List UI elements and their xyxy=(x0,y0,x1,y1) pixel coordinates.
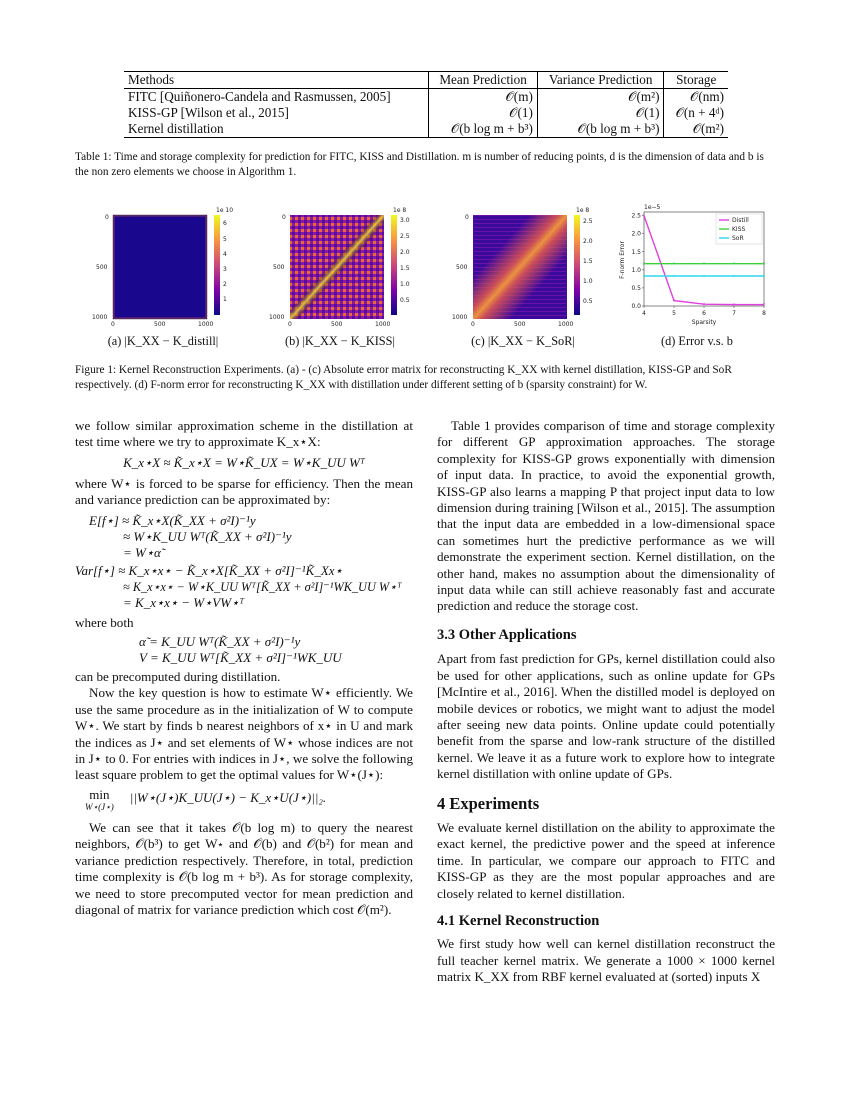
paragraph: where W⋆ is forced to be sparse for efficiency. Then the mean and variance prediction can be approximated by: xyxy=(75,475,413,508)
table-row xyxy=(124,89,728,106)
x-tick: 1000 xyxy=(558,321,574,328)
colorbar-tick: 5 xyxy=(223,236,227,243)
colorbar xyxy=(214,215,220,315)
colorbar-tick: 1.5 xyxy=(400,265,410,272)
colorbar-scale: 1e 8 xyxy=(576,207,590,214)
paragraph: we follow similar approximation scheme in the distillation at test time where we try to approximate K_x⋆X: xyxy=(75,418,413,450)
table-cell: 𝒪(m) xyxy=(429,89,538,106)
y-tick-label: 0.0 xyxy=(631,303,641,310)
colorbar-tick: 2 xyxy=(223,281,227,288)
data-point: × xyxy=(732,273,736,280)
data-point: × xyxy=(762,302,766,309)
colorbar xyxy=(574,215,580,315)
y-tick-label: 0.5 xyxy=(631,284,641,292)
y-axis-label: F-norm Error xyxy=(619,241,626,279)
colorbar-tick: 6 xyxy=(223,220,227,227)
x-tick: 0 xyxy=(111,321,115,328)
paragraph: can be precomputed during distillation. xyxy=(75,669,281,685)
data-point: × xyxy=(702,273,706,280)
colorbar-scale: 1e 8 xyxy=(393,207,407,214)
x-tick-label: 4 xyxy=(642,310,646,317)
colorbar-tick: 3 xyxy=(223,266,227,273)
x-tick-label: 8 xyxy=(762,310,766,317)
paragraph: Apart from fast prediction for GPs, kernel distillation could also be used for other applications, such as online update for GPs [McIntire et al., 2016]. When the distilled model is deployed on mobile devices or robotics, we might want to adjust the model after seeing new data points. Online update could potentially benefit from the sparse and low-rank structure of the distilled kernel. We leave it as a future work to explore how to integrate kernel distillation with online update of GPs. xyxy=(437,651,775,782)
colorbar-tick: 0.5 xyxy=(583,298,593,305)
equation-min xyxy=(85,788,413,814)
equation-line: = W⋆α̃ xyxy=(123,544,161,560)
section-heading: 4 Experiments xyxy=(437,793,540,813)
equation-line: = K_x⋆x⋆ − W⋆VW⋆ᵀ xyxy=(123,594,245,610)
data-point: × xyxy=(642,213,646,220)
data-point: × xyxy=(732,261,736,268)
legend-distill: Distill xyxy=(732,217,749,224)
x-tick: 1000 xyxy=(375,321,391,328)
x-tick: 500 xyxy=(154,321,166,328)
heatmap-c xyxy=(448,205,598,330)
x-tick: 500 xyxy=(514,321,526,328)
y-tick: 1000 xyxy=(269,314,285,321)
table-header: Mean Prediction xyxy=(429,72,538,89)
table-row xyxy=(124,121,728,138)
table-cell: Kernel distillation xyxy=(124,121,429,138)
y-tick-label: 2.0 xyxy=(631,230,641,238)
equation: K_x⋆X ≈ K̃_x⋆X = W⋆K̃_UX = W⋆K_UU Wᵀ xyxy=(123,454,365,470)
heatmap-area xyxy=(113,215,207,319)
colorbar-tick: 1.0 xyxy=(400,281,410,288)
colorbar-tick: 1 xyxy=(223,296,227,303)
x-tick: 0 xyxy=(288,321,292,328)
table-cell: 𝒪(1) xyxy=(537,105,664,121)
equation-line: Var[f⋆] ≈ K_x⋆x⋆ − K̃_x⋆X[K̃_XX + σ²I]⁻¹K̃_Xx⋆ xyxy=(75,562,343,578)
subfigure-label-d: (d) Error v.s. b xyxy=(661,334,733,348)
complexity-table xyxy=(124,71,728,138)
x-axis-label: Sparsity xyxy=(691,319,717,326)
table-cell: 𝒪(m²) xyxy=(537,89,664,106)
table-cell: 𝒪(1) xyxy=(429,105,538,121)
paragraph: We evaluate kernel distillation on the ability to approximate the exact kernel, the predictive power and the speed at inference time. In particular, we compare our approach to FITC and KISS-GP as they are the most popular approaches and are closely related to kernel distillation. xyxy=(437,819,775,901)
colorbar-tick: 2.0 xyxy=(400,249,410,256)
table-caption: Table 1: Time and storage complexity for prediction for FITC, KISS and Distillation. m is number of reducing points, d is the dimension of data and b is the non zero elements we choose in Algorithm 1. xyxy=(75,151,764,178)
equation-line: ≈ W⋆K_UU Wᵀ(K̃_XX + σ²I)⁻¹y xyxy=(123,528,292,544)
table-cell: KISS-GP [Wilson et al., 2015] xyxy=(128,105,289,120)
y-tick: 0 xyxy=(105,214,109,221)
data-point: × xyxy=(672,261,676,268)
subfigure-label-a: (a) |K_XX − K_distill| xyxy=(107,334,219,348)
y-tick: 1000 xyxy=(92,314,108,321)
data-point: × xyxy=(762,261,766,268)
y-tick-label: 1.5 xyxy=(631,248,641,256)
paragraph: where both xyxy=(75,614,134,630)
x-tick-label: 5 xyxy=(672,310,676,317)
colorbar-tick: 1.5 xyxy=(583,258,593,265)
subfigure-label-b: (b) |K_XX − K_KISS| xyxy=(285,334,395,348)
table-cell: 𝒪(m²) xyxy=(664,121,728,138)
data-point: × xyxy=(672,298,676,305)
table-cell: 𝒪(nm) xyxy=(664,89,728,106)
y-tick: 0 xyxy=(465,214,469,221)
section-heading: 3.3 Other Applications xyxy=(437,626,577,643)
y-tick: 0 xyxy=(282,214,286,221)
x-tick: 0 xyxy=(471,321,475,328)
data-point: × xyxy=(642,261,646,268)
equation-both xyxy=(139,634,413,666)
paragraph: We first study how well can kernel distillation reconstruct the full teacher kernel matrix. We generate a 1000 × 1000 kernel matrix K_XX from RBF kernel evaluated at (sorted) inputs X xyxy=(437,936,775,985)
table-cell: 𝒪(b log m + b³) xyxy=(537,121,664,138)
table-header: Variance Prediction xyxy=(537,72,664,89)
paragraph: Table 1 provides comparison of time and storage complexity for different GP approximation approaches. The storage complexity for KISS-GP grows exponentially with dimension of input data. In practice, to avoid the exponential growth, KISS-GP also learns a mapping P that project input data to low dimension during training [Wilson et al., 2015]. The assumption that the input data are embedded in a low-dimensional space can sometimes hurt the predictive performance as we will demonstrate the experiment section. Kernel distillation, on the other hand, makes no assumption about the dimensionality of input data while can still achieve reasonably fast and accurate prediction and reduce the storage cost. xyxy=(437,418,775,614)
paragraph: We can see that it takes 𝒪(b log m) to query the nearest neighbors, 𝒪(b³) to get W⋆ and 𝒪(b) and 𝒪(b²) for mean and variance prediction respectively. Therefore, in total, prediction time complexity is 𝒪(b log m + b³). As for storage complexity, we need to store precomputed vector for mean prediction and diagonal of matrix for variance prediction which cost 𝒪(m²). xyxy=(75,819,413,917)
data-point: × xyxy=(672,273,676,280)
equation-line: ≈ K_x⋆x⋆ − W⋆K_UU Wᵀ[K̃_XX + σ²I]⁻¹WK_UU W⋆ᵀ xyxy=(123,579,402,594)
data-point: × xyxy=(702,302,706,309)
y-tick-label: 1.0 xyxy=(631,266,641,274)
colorbar-tick: 2.5 xyxy=(400,233,410,240)
paragraph: Now the key question is how to estimate W⋆ efficiently. We use the same procedure as in the initialization of W to compute W⋆. We start by finds b nearest neighbors of x⋆ in U and mark the indices as J⋆ and set elements of W⋆ whose indices are not in J⋆ to 0. For entries with indices in J⋆, we solve the following least square problem to get the optimal values for W⋆(J⋆): xyxy=(75,685,413,783)
y-tick: 500 xyxy=(273,264,285,271)
equation-variance xyxy=(75,563,413,611)
data-point: × xyxy=(762,273,766,280)
table-row xyxy=(124,105,728,121)
colorbar-tick: 0.5 xyxy=(400,297,410,304)
table-header: Storage xyxy=(664,72,728,89)
table-cell: 𝒪(b log m + b³) xyxy=(429,121,538,138)
legend-sor: SoR xyxy=(732,235,744,242)
colorbar-scale: 1e 10 xyxy=(216,207,234,214)
equation-operator: min xyxy=(89,786,110,802)
colorbar xyxy=(391,215,397,315)
legend xyxy=(716,214,762,244)
heatmap-a xyxy=(88,205,238,330)
y-tick-label: 2.5 xyxy=(631,212,641,220)
right-column xyxy=(437,418,775,986)
data-point: × xyxy=(732,302,736,309)
figure-caption: Figure 1: Kernel Reconstruction Experiments. (a) - (c) Absolute error matrix for reconstructing K_XX with kernel distillation, KISS-GP and SoR respectively. (d) F-norm error for reconstructing K_XX with distillation under different setting of b (sparsity constraint) for W. xyxy=(75,364,732,391)
equation-mean xyxy=(89,513,413,561)
colorbar-tick: 2.5 xyxy=(583,218,593,225)
colorbar-tick: 4 xyxy=(223,251,227,258)
left-column xyxy=(75,418,413,918)
table-header: Methods xyxy=(124,72,429,89)
heatmap-b xyxy=(265,205,415,330)
x-tick: 500 xyxy=(331,321,343,328)
equation-line: E[f⋆] ≈ K̃_x⋆X(K̃_XX + σ²I)⁻¹y xyxy=(89,512,256,528)
section-heading: 4.1 Kernel Reconstruction xyxy=(437,912,600,929)
equation-line: α̃ = K_UU Wᵀ(K̃_XX + σ²I)⁻¹y xyxy=(139,634,301,650)
colorbar-tick: 3.0 xyxy=(400,217,410,224)
equation-subscript: W⋆(J⋆) xyxy=(85,801,114,812)
colorbar-tick: 2.0 xyxy=(583,238,593,245)
data-point: × xyxy=(642,273,646,280)
subfigure-label-c: (c) |K_XX − K_SoR| xyxy=(471,334,575,348)
equation-body: ||W⋆(J⋆)K_UU(J⋆) − K_x⋆U(J⋆)||₂. xyxy=(129,789,327,805)
y-tick: 500 xyxy=(456,264,468,271)
data-point: × xyxy=(702,261,706,268)
x-tick: 1000 xyxy=(198,321,214,328)
y-scale-label: 1e−5 xyxy=(644,204,661,211)
error-vs-sparsity-chart xyxy=(612,200,772,330)
colorbar-tick: 1.0 xyxy=(583,278,593,285)
y-tick: 500 xyxy=(96,264,108,271)
x-tick-label: 7 xyxy=(732,310,736,317)
table-cell: 𝒪(n + 4ᵈ) xyxy=(664,105,728,121)
x-tick-label: 6 xyxy=(702,310,706,317)
legend-kiss: KISS xyxy=(732,226,746,233)
y-tick: 1000 xyxy=(452,314,468,321)
equation-line: V = K_UU Wᵀ[K̃_XX + σ²I]⁻¹WK_UU xyxy=(139,650,342,666)
table-cell: FITC [Quiñonero-Candela and Rasmussen, 2005] xyxy=(128,89,391,104)
